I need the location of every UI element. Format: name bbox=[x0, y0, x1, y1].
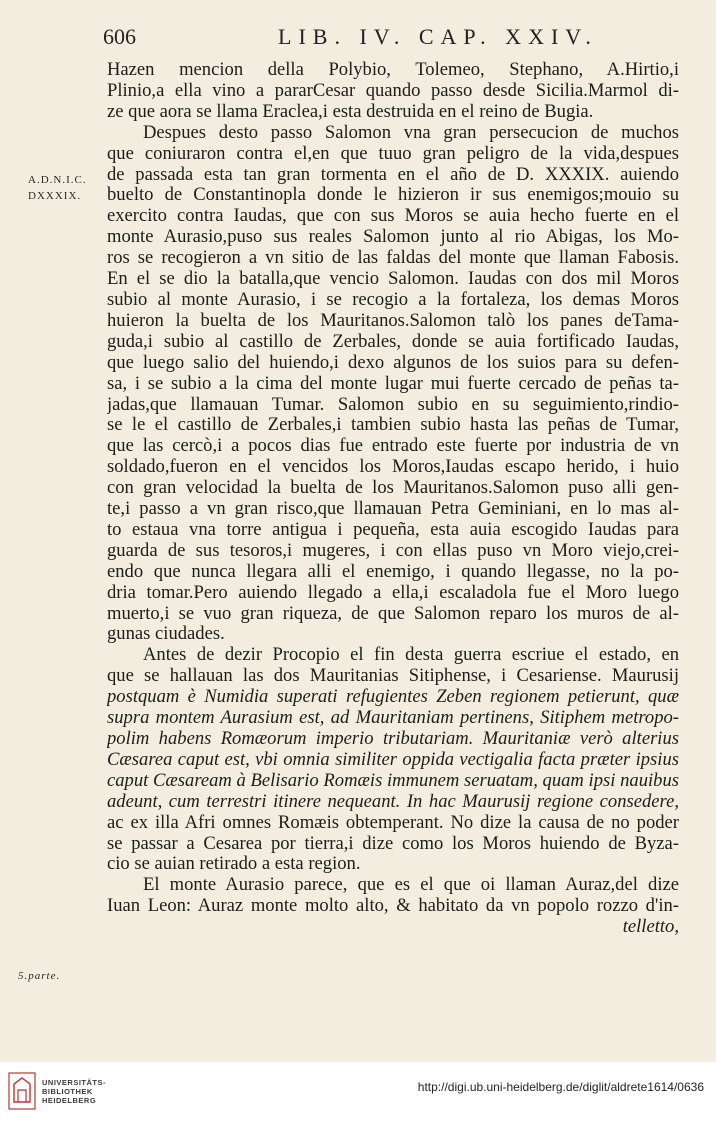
logo-line: BIBLIOTHEK bbox=[42, 1087, 93, 1096]
text-line: se passar a Cesarea por tierra,i dize como los Moros huiendo de Byza- bbox=[107, 833, 679, 854]
text-line: Antes de dezir Procopio el fin desta guerra escriue el estado, en bbox=[143, 645, 679, 666]
text-line: de passada esta tan gran tormenta en el año de D. XXXIX. auiendo bbox=[107, 164, 679, 185]
margin-note-year bbox=[28, 172, 87, 204]
text-line: sa, i se subio a la cima del monte lugar mui fuerte cercado de peñas ta- bbox=[107, 373, 679, 394]
page-header bbox=[0, 24, 716, 54]
text-line: muerto,i se vuo gran riqueza, de que Salomon reparo los muros de al- bbox=[107, 603, 679, 624]
text-line: endo que nunca llegara alli el enemigo, i quando llegasse, no la po- bbox=[107, 561, 679, 582]
text-line: to estaua vna torre antigua i pequeña, esta auia escogido Iaudas para bbox=[107, 519, 679, 540]
text-line: buelto de Constantinopla donde le hizieron ir sus enemigos;mouio su bbox=[107, 185, 679, 206]
text-line: subio al monte Aurasio, i se recogio a la fortaleza, los demas Moros bbox=[107, 289, 679, 310]
text-line: Hazen mencion della Polybio, Tolemeo, Stephano, A.Hirtio,i bbox=[107, 60, 679, 80]
text-line: con gran velocidad la buelta de los Mauritanos.Salomon puso alli gen- bbox=[107, 478, 679, 499]
text-line: supra montem Aurasium est, ad Mauritaniam pertinens, Sitiphem metropo- bbox=[107, 708, 679, 729]
text-line: huieron la buelta de los Mauritanos.Salomon talò los panes deTama- bbox=[107, 310, 679, 331]
viewer-footer bbox=[0, 1062, 716, 1121]
text-line: Plinio,a ella vino a pararCesar quando passo desde Sicilia.Marmol di- bbox=[107, 80, 679, 101]
text-line: soldado,fueron en el vencidos los Moros,Iaudas escapo herido, i huio bbox=[107, 457, 679, 478]
text-line: polim habens Romæorum imperio tributariam. Mauritaniæ verò alterius bbox=[107, 729, 679, 749]
text-line: que luego salio del huiendo,i dexo algunos de los suios para su defen- bbox=[107, 352, 679, 373]
permalink-url[interactable]: http://digi.ub.uni-heidelberg.de/diglit/aldrete1614/0636 bbox=[417, 1080, 704, 1094]
text-line: adeunt, cum terrestri itinere nequeant. In hac Maurusij regione consedere, bbox=[107, 791, 679, 812]
text-line: ac ex illa Afri omnes Romæis obtemperant. No dize la causa de no poder bbox=[107, 812, 679, 833]
text-line: guda,i subio al castillo de Zerbales, donde se auia fortificado Iaudas, bbox=[107, 331, 679, 352]
text-line: cio se auian retirado a esta region. bbox=[107, 854, 361, 875]
text-line: exercito contra Iaudas, que con sus Moros se auia hecho fuerte en el bbox=[107, 206, 679, 227]
margin-note-part: 5.parte. bbox=[18, 970, 61, 982]
text-line: guarda de sus tesoros,i mugeres, i con ellas puso vn Moro viejo,crei- bbox=[107, 540, 679, 561]
text-line: ros se recogieron a vn sitio de las faldas del monte que llaman Fabosis. bbox=[107, 248, 679, 269]
text-line: que coniuraron contra el,en que tuuo gran peligro de la vida,despues bbox=[107, 143, 679, 164]
text-line: En el se dio la batalla,que vencio Salomon. Iaudas con dos mil Moros bbox=[107, 269, 679, 290]
page-number: 606 bbox=[103, 24, 136, 49]
margin-note-year-line: A.D.N.I.C. bbox=[28, 174, 87, 186]
text-line: monte Aurasio,puso sus reales Salomon junto al rio Abigas, los Mo- bbox=[107, 227, 679, 248]
text-line: caput Cæsaream à Belisario Romæis immunem seruatam, quam ipsi nauibus bbox=[107, 770, 679, 791]
text-line: se le el castillo de Zerbales,i tambien subio hasta las peñas de Tumar, bbox=[107, 415, 679, 436]
library-logo-text bbox=[42, 1078, 106, 1105]
logo-line: UNIVERSITÄTS- bbox=[42, 1078, 107, 1087]
text-line: gunas ciudades. bbox=[107, 624, 225, 645]
text-line: dria tomar.Pero auiendo llegado a ella,i escaladola fue el Moro luego bbox=[107, 582, 679, 603]
text-line: ze que aora se llama Eraclea,i esta destruida en el reino de Bugia. bbox=[107, 101, 594, 122]
text-line: que se hallauan las dos Mauritanias Sitiphense, i Cesariense. Maurusij bbox=[107, 666, 679, 687]
text-line: postquam è Numidia superati refugientes Zeben regionem petierunt, quæ bbox=[107, 687, 679, 708]
text-line: te,i passo a vn gran risco,que llamauan Petra Geminiani, en lo mas al- bbox=[107, 499, 679, 520]
university-seal-icon bbox=[8, 1072, 36, 1110]
text-line: El monte Aurasio parece, que es el que oi llaman Auraz,del dize bbox=[143, 875, 679, 896]
running-title: LIB. IV. CAP. XXIV. bbox=[278, 24, 598, 49]
text-line: que las cercò,i a pocos dias fue entrado este fuerte por industria de vn bbox=[107, 436, 679, 457]
text-line: Iuan Leon: Auraz monte molto alto, & habitato da vn popolo rozzo d'in- bbox=[107, 896, 679, 917]
text-line: Despues desto passo Salomon vna gran persecucion de muchos bbox=[143, 122, 679, 143]
text-line: Cæsarea caput est, vbi omnia similiter oppida vectigalia facta præter ipsius bbox=[107, 749, 679, 770]
text-line: jadas,que llamauan Tumar. Salomon subio en su seguimiento,rindio- bbox=[107, 394, 679, 415]
margin-note-year-line: DXXXIX. bbox=[28, 190, 82, 202]
body-text bbox=[107, 60, 679, 938]
logo-line: HEIDELBERG bbox=[42, 1096, 97, 1105]
text-line: telletto, bbox=[622, 917, 679, 938]
